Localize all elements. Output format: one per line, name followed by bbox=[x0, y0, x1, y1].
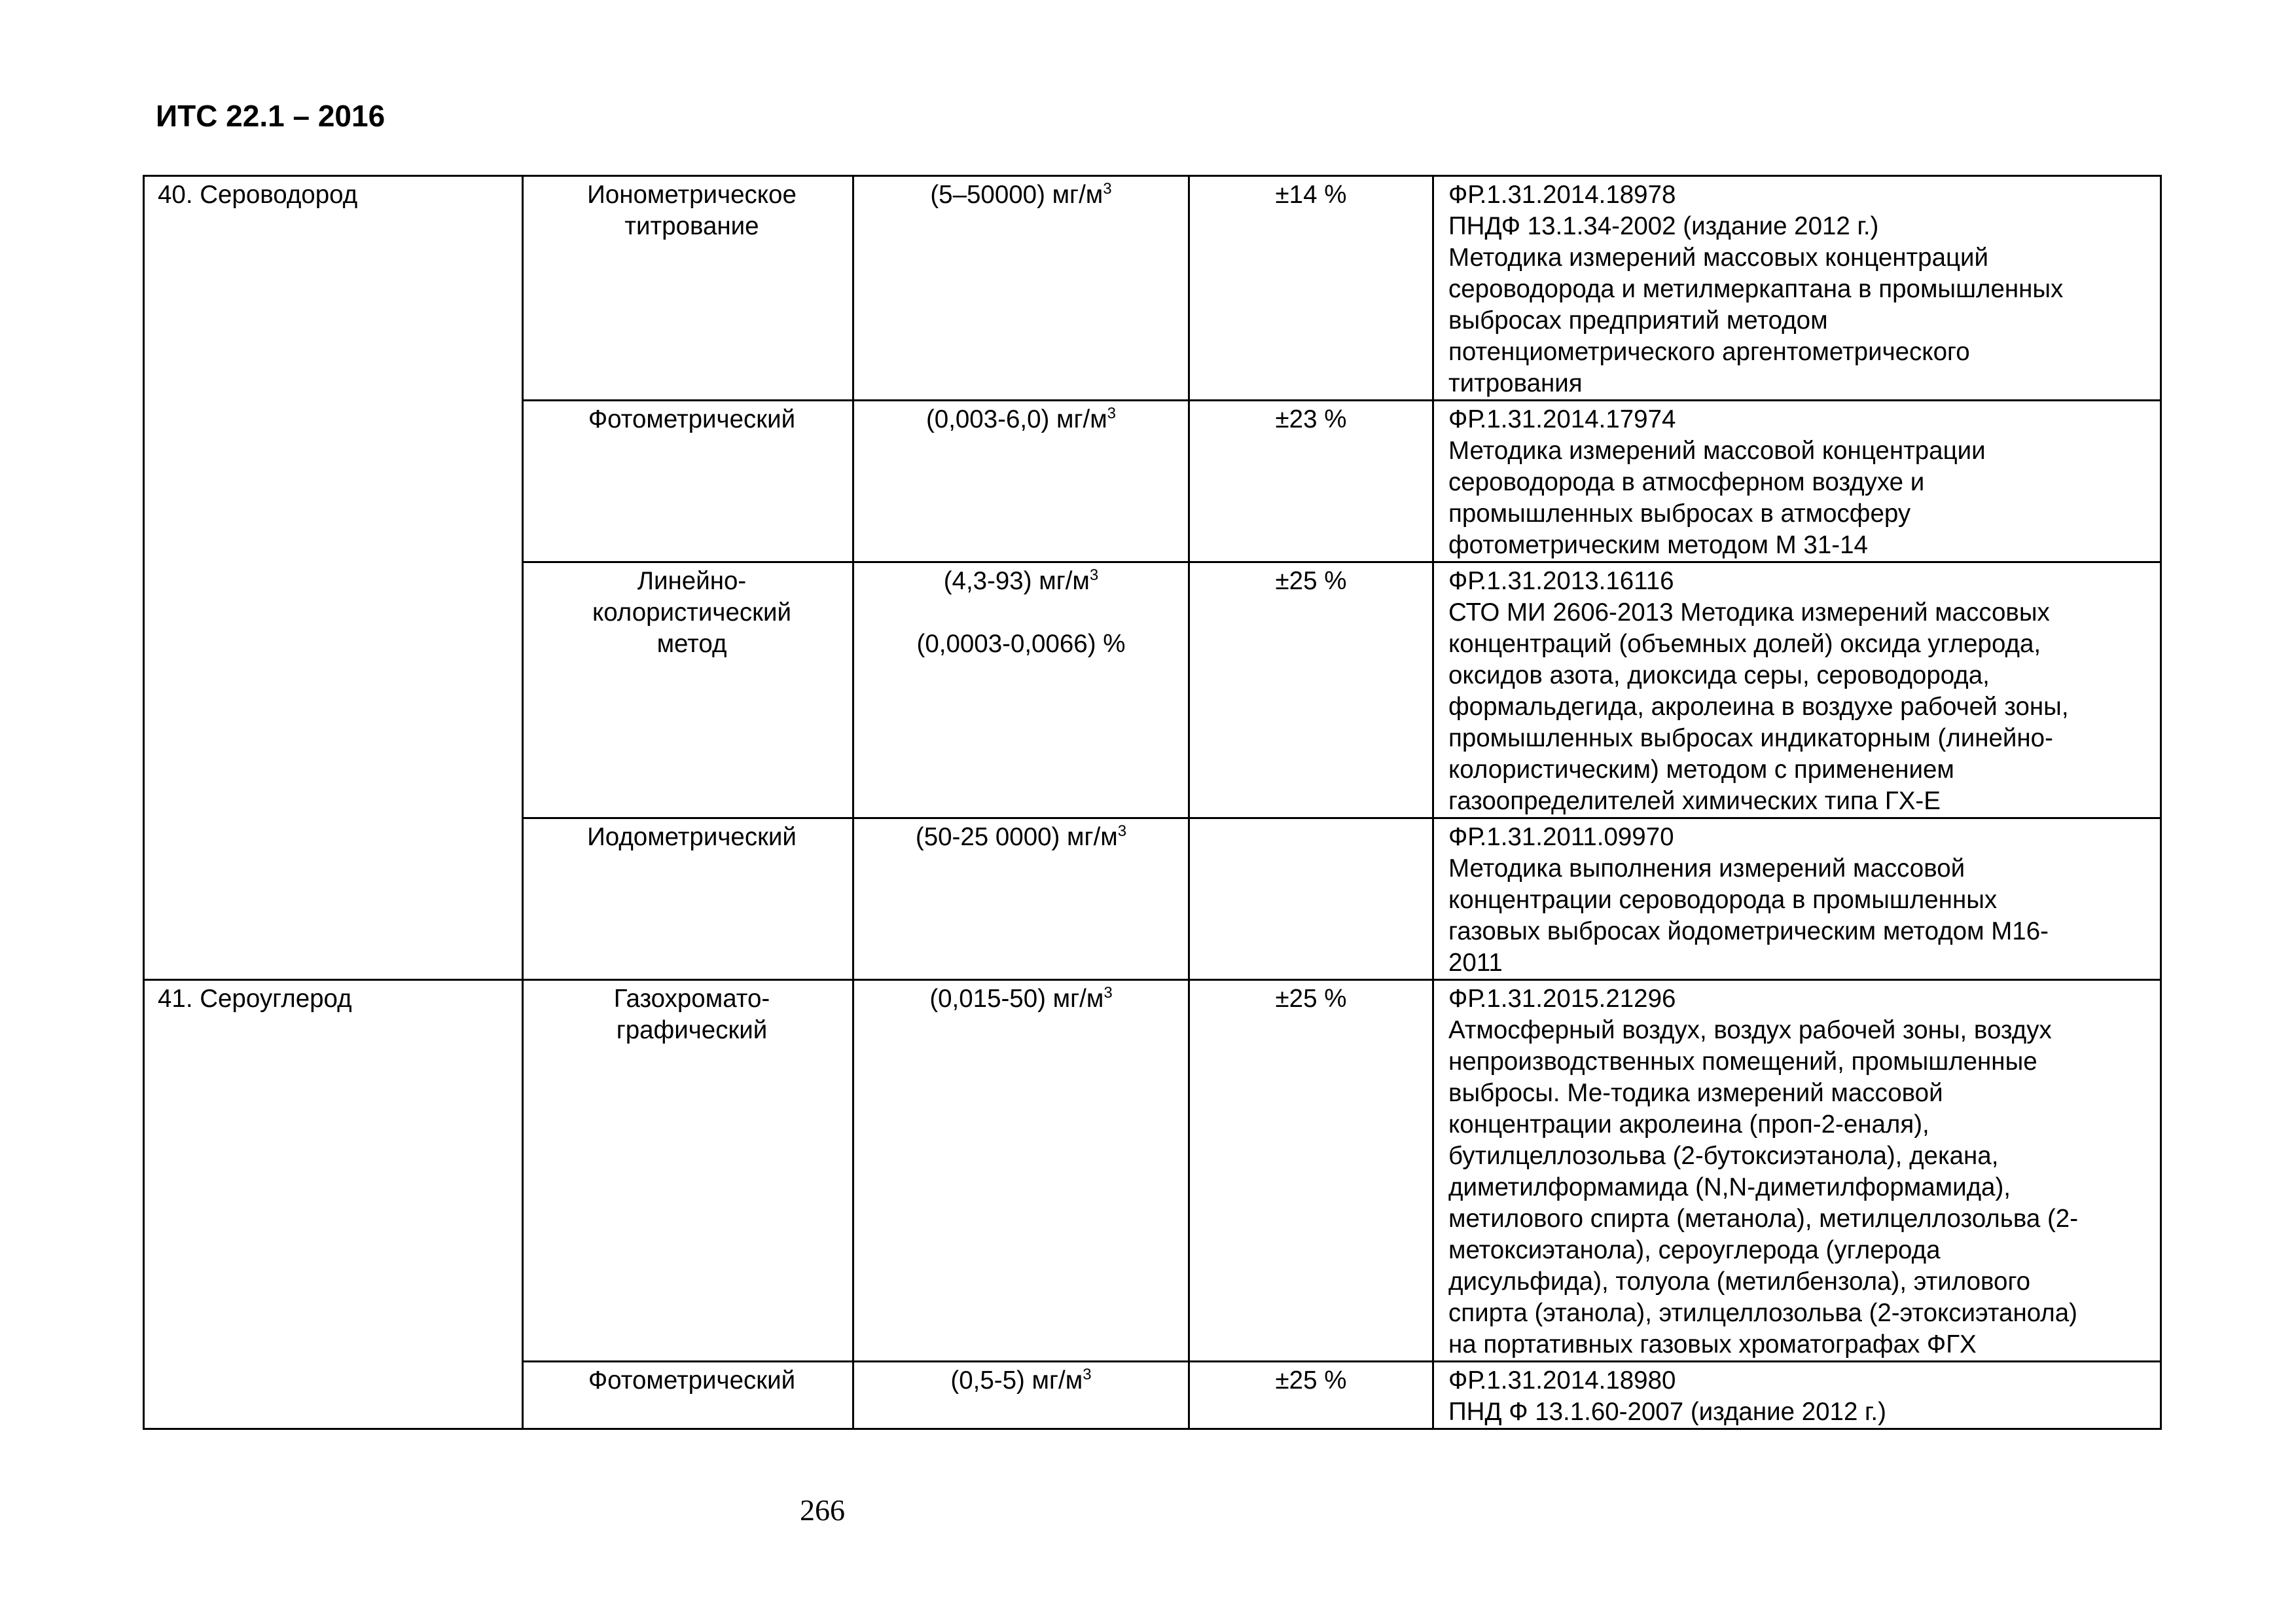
substance-cell: 41. Сероуглерод bbox=[144, 980, 523, 1429]
table-row bbox=[144, 176, 2161, 401]
error-cell bbox=[1189, 818, 1433, 980]
range-cell: (4,3-93) $мг/м^3$ (0,0003-0,0066) % bbox=[853, 562, 1189, 818]
document-cell: ФР.1.31.2014.18978 ПНДФ 13.1.34-2002 (издание 2012 г.) Методика измерений массовых концентраций сероводорода и метилмеркаптана в промышленных выбросах предприятий методом потенциометрического аргентометрического титрования bbox=[1433, 176, 2161, 401]
error-cell: ±25 % bbox=[1189, 1362, 1433, 1429]
methods-table bbox=[143, 175, 2162, 1430]
method-cell: Газохромато- графический bbox=[523, 980, 853, 1362]
error-cell: ±25 % bbox=[1189, 980, 1433, 1362]
document-cell: ФР.1.31.2011.09970 Методика выполнения измерений массовой концентрации сероводорода в промышленных газовых выбросах йодометрическим методом М16- 2011 bbox=[1433, 818, 2161, 980]
method-cell: Фотометрический bbox=[523, 1362, 853, 1429]
range-cell: (0,003-6,0) $мг/м^3$ bbox=[853, 401, 1189, 562]
error-cell: ±25 % bbox=[1189, 562, 1433, 818]
method-cell: Иодометрический bbox=[523, 818, 853, 980]
table-row bbox=[144, 980, 2161, 1362]
range-cell: (50-25 0000) $мг/м^3$ bbox=[853, 818, 1189, 980]
range-cell: (0,5-5) $мг/м^3$ bbox=[853, 1362, 1189, 1429]
error-cell: ±14 % bbox=[1189, 176, 1433, 401]
method-cell: Ионометрическое титрование bbox=[523, 176, 853, 401]
document-cell: ФР.1.31.2015.21296 Атмосферный воздух, воздух рабочей зоны, воздух непроизводственных помещений, промышленные выбросы. Ме-тодика измерений массовой концентрации акролеина (проп-2-еналя), бутилцеллозольва (2-бутоксиэтанола), декана, диметилформамида (N,N-диметилформамида), метилового спирта (метанола), метилцеллозольва (2- метоксиэтанола), сероуглерода (углерода дисульфида), толуола (метилбензола), этилового спирта (этанола), этилцеллозольва (2-этоксиэтанола) на портативных газовых хроматографах ФГХ bbox=[1433, 980, 2161, 1362]
page-number: 266 bbox=[800, 1493, 845, 1527]
error-cell: ±23 % bbox=[1189, 401, 1433, 562]
range-cell: (5–50000) $мг/м^3$ bbox=[853, 176, 1189, 401]
document-cell: ФР.1.31.2014.17974 Методика измерений массовой концентрации сероводорода в атмосферном воздухе и промышленных выбросах в атмосферу фотометрическим методом М 31-14 bbox=[1433, 401, 2161, 562]
document-cell: ФР.1.31.2013.16116 СТО МИ 2606-2013 Методика измерений массовых концентраций (объемных долей) оксида углерода, оксидов азота, диоксида серы, сероводорода, формальдегида, акролеина в воздухе рабочей зоны, промышленных выбросах индикаторным (линейно- колористическим) методом с применением газоопределителей химических типа ГХ-Е bbox=[1433, 562, 2161, 818]
substance-cell: 40. Сероводород bbox=[144, 176, 523, 980]
document-cell: ФР.1.31.2014.18980 ПНД Ф 13.1.60-2007 (издание 2012 г.) bbox=[1433, 1362, 2161, 1429]
method-cell: Линейно- колористический метод bbox=[523, 562, 853, 818]
range-cell: (0,015-50) $мг/м^3$ bbox=[853, 980, 1189, 1362]
method-cell: Фотометрический bbox=[523, 401, 853, 562]
document-header-title: ИТС 22.1 – 2016 bbox=[156, 99, 386, 133]
